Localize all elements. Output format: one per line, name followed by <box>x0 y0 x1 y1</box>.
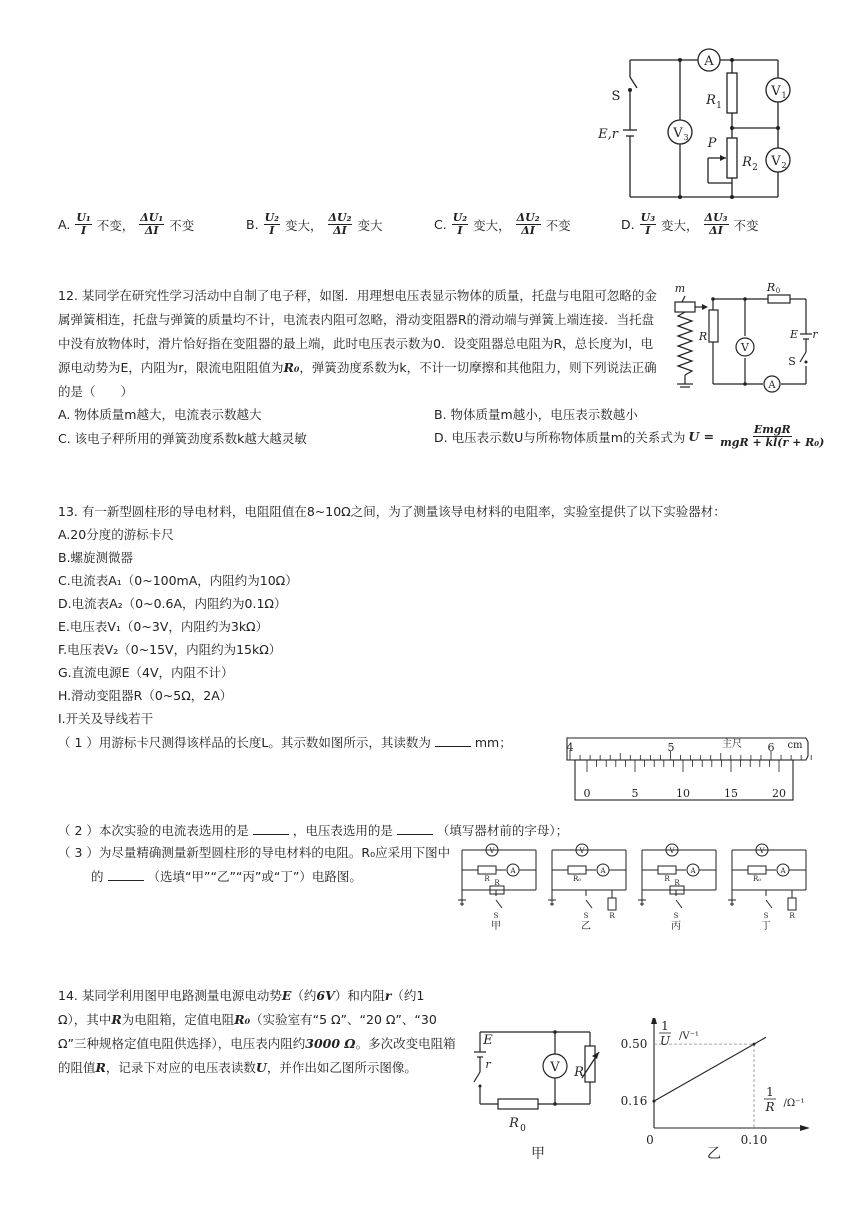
chart-x-tick-010: 0.10 <box>740 1133 768 1147</box>
q14-circuit-jia <box>468 1020 618 1170</box>
q12-fig-S: S <box>788 355 796 368</box>
q14-fig-R: R <box>574 1065 584 1080</box>
q11-fig-R2-sub: 2 <box>752 163 758 173</box>
chart-x-unit: /Ω⁻¹ <box>783 1098 805 1109</box>
chart-x-tick-0: 0 <box>646 1133 654 1147</box>
chart-y-unit: /V⁻¹ <box>679 1031 699 1042</box>
q13-sub1: （ 1 ）用游标卡尺测得该样品的长度L。其示数如图所示，其读数为 mm； <box>58 735 512 750</box>
caliper-main-4: 4 <box>566 741 574 754</box>
circuit-rx-label: R <box>664 875 670 883</box>
caliper-unit: cm <box>787 740 803 751</box>
q12-fig-A: A <box>768 380 776 391</box>
q13-item-c: C.电流表A₁（0~100mA，内阻约为10Ω） <box>58 573 298 588</box>
caliper-vernier-0: 0 <box>583 787 591 800</box>
q11-fig-A: A <box>704 54 714 69</box>
caliper-vernier-15: 15 <box>724 787 738 800</box>
q11-option-a-ratio: $\frac{\text{U₁}}{I}$ <box>76 211 91 237</box>
q12-option-c[interactable]: C. 该电子秤所用的弹簧劲度系数k越大越灵敏 <box>58 431 307 446</box>
q13-item-b: B.螺旋测微器 <box>58 550 134 565</box>
chart-caption-yi: 乙 <box>707 1146 721 1162</box>
q12-option-d-formula: $\frac{\text{EmgR}}{\text{mgR + kl(r + R₀)}}$ <box>720 423 825 449</box>
q11-fig-V3-sub: 3 <box>683 133 689 142</box>
q11-fig-P: P <box>707 136 717 151</box>
q12-fig-R: R <box>698 330 708 343</box>
caliper-main-6: 6 <box>767 741 775 754</box>
q12-fig-R0: R <box>766 281 776 294</box>
q12-option-b[interactable]: B. 物体质量m越小，电压表示数越小 <box>434 407 638 422</box>
chart-point-end <box>753 1043 756 1046</box>
q13-intro: 13. 有一新型圆柱形的导电材料，电阻阻值在8~10Ω之间，为了测量该导电材料的电阻率，实验室提供了以下实验器材： <box>58 504 726 519</box>
circuit-switch-label: S <box>583 912 589 920</box>
caliper-main-5: 5 <box>667 741 675 754</box>
q11-fig-Er: E,r <box>598 127 618 142</box>
circuit-label-bing: 丙 <box>671 921 681 932</box>
q12-option-a[interactable]: A. 物体质量m越大，电流表示数越大 <box>58 407 262 422</box>
q12-stem-r0: R₀ <box>283 360 300 375</box>
q11-option-d-delta: $\frac{\text{ΔU₃}}{\Delta I}$ <box>704 211 728 237</box>
q11-option-c-ratio: $\frac{\text{U₂}}{I}$ <box>452 211 468 237</box>
q14-fig-E: E <box>483 1033 493 1048</box>
circuit-rx-label: R₀ <box>572 875 582 883</box>
circuit-rheostat-label: R <box>789 912 795 920</box>
q13-circuit-options <box>452 840 810 932</box>
circuit-switch-label: S <box>673 912 679 920</box>
q11-option-a[interactable]: A. $\frac{\text{U₁}}{I}$ 不变， $\frac{\text{ΔU₁}}{\Delta I}$ 不变 <box>58 211 195 237</box>
q11-option-d-ratio: $\frac{\text{U₃}}{I}$ <box>640 211 656 237</box>
q14-fig-R0-sub: 0 <box>520 1124 526 1134</box>
q12-fig-E: E <box>789 328 799 341</box>
q13-sub2-ammeter-blank[interactable] <box>253 822 289 835</box>
q13-item-i: I.开关及导线若干 <box>58 711 154 726</box>
circuit-ammeter-label: A <box>510 867 516 875</box>
q12-scale-circuit-figure <box>668 280 818 400</box>
q12-fig-r: r <box>812 328 818 341</box>
q11-fig-S: S <box>611 89 621 104</box>
circuit-rheostat-label: R <box>609 912 615 920</box>
q11-fig-R1: R <box>706 93 716 108</box>
circuit-ammeter-label: A <box>600 867 606 875</box>
circuit-voltmeter-label: V <box>489 847 495 855</box>
chart-point-intercept <box>653 1100 656 1103</box>
circuit-voltmeter-label: V <box>669 847 675 855</box>
q11-fig-V1: V <box>771 84 781 99</box>
circuit-rheostat-label: R <box>674 879 680 887</box>
q13-item-h: H.滑动变阻器R（0~5Ω，2A） <box>58 688 233 703</box>
q14-stem: 14. 某同学利用图甲电路测量电源电动势E（约6V）和内阻r（约1 Ω），其中R为电阻箱，定值电阻R₀（实验室有“5 Ω”、“20 Ω”、“30 Ω”三种规格定值电阻供选择），电压表内阻约3000 Ω。多次改变电阻箱的阻值R，记录下对应的电压表读数U，并作出如乙图所示图像。 <box>58 988 456 1075</box>
q14-fig-r: r <box>485 1058 491 1071</box>
q13-sub3-answer-blank[interactable] <box>108 868 144 881</box>
q11-option-b[interactable]: B. $\frac{\text{U₂}}{I}$ 变大， $\frac{\text{ΔU₂}}{\Delta I}$ 变大 <box>246 211 383 237</box>
circuit-voltmeter-label: V <box>579 847 585 855</box>
q11-option-d[interactable]: D. $\frac{\text{U₃}}{I}$ 变大， $\frac{\text{ΔU₃}}{\Delta I}$ 不变 <box>621 211 759 237</box>
q11-fig-V2: V <box>771 154 781 169</box>
q13-sub2-voltmeter-blank[interactable] <box>397 822 433 835</box>
caliper-brand: 主尺 <box>722 739 742 750</box>
q14-chart-yi <box>618 1018 818 1170</box>
q13-item-f: F.电压表V₂（0~15V，内阻约为15kΩ） <box>58 642 282 657</box>
chart-y-tick-050: 0.50 <box>620 1037 648 1052</box>
q12-fig-m: m <box>674 282 686 295</box>
q14-fig-caption-jia: 甲 <box>531 1146 545 1162</box>
caliper-vernier-10: 10 <box>676 787 690 800</box>
q13-sub2: （ 2 ）本次实验的电流表选用的是 ，电压表选用的是 （填写器材前的字母）； <box>58 823 569 838</box>
q11-option-b-delta: $\frac{\text{ΔU₂}}{\Delta I}$ <box>328 211 352 237</box>
chart-x-label-den: R <box>765 1100 775 1114</box>
q12-stem: 12. 某同学在研究性学习活动中自制了电子秤，如图．用理想电压表显示物体的质量，托盘与电阻可忽略的金属弹簧相连，托盘与弹簧的质量均不计，电流表内阻可忽略，滑动变阻器R的滑动端与弹簧上端连接．当托盘中没有放物体时，滑片恰好指在变阻器的最上端，此时电压表示数为0．设变阻器总电阻为R，总长度为l，电源电动势为E，内阻为r，限流电阻阻值为R₀，弹簧劲度系数为k，不计一切摩擦和其他阻力，则下列说法正确的是（ ） <box>58 288 657 399</box>
q11-fig-R1-sub: 1 <box>716 101 722 111</box>
chart-series-line <box>654 1037 766 1101</box>
q11-option-b-ratio: $\frac{\text{U₂}}{I}$ <box>264 211 279 237</box>
chart-y-label-den: U <box>659 1034 671 1048</box>
q13-item-d: D.电流表A₂（0~0.6A，内阻约为0.1Ω） <box>58 596 287 611</box>
q14-fig-V: V <box>550 1060 560 1075</box>
caliper-vernier-5: 5 <box>631 787 639 800</box>
q12-option-d[interactable]: D. 电压表示数U与所称物体质量m的关系式为 U = $\frac{\text{EmgR}}{\text{mgR + kl(r + R₀)}}$ <box>434 423 825 449</box>
q13-sub3-line2: 的 （选填“甲”“乙”“丙”或“丁”）电路图。 <box>91 869 362 884</box>
q11-fig-V2-sub: 2 <box>781 161 787 170</box>
circuit-rheostat-label: R <box>494 879 500 887</box>
q13-sub3-line1: （ 3 ）为尽量精确测量新型圆柱形的导电材料的电阻。R₀应采用下图中 <box>58 845 451 860</box>
circuit-ammeter-label: A <box>780 867 786 875</box>
circuit-label-jia: 甲 <box>491 921 501 932</box>
q13-vernier-caliper <box>562 734 812 806</box>
circuit-rx-label: R₀ <box>752 875 762 883</box>
q13-sub1-answer-blank[interactable] <box>435 734 471 747</box>
q14-fig-R0: R <box>509 1116 519 1131</box>
q12-fig-R0-sub: 0 <box>775 287 781 295</box>
chart-x-label-num: 1 <box>766 1085 774 1099</box>
q11-option-c[interactable]: C. $\frac{\text{U₂}}{I}$ 变大， $\frac{\text{ΔU₂}}{\Delta I}$ 不变 <box>434 211 571 237</box>
chart-y-tick-016: 0.16 <box>620 1094 648 1109</box>
caliper-vernier-20: 20 <box>772 787 786 800</box>
circuit-label-ding: 丁 <box>761 921 771 932</box>
q11-fig-V1-sub: 1 <box>781 91 787 100</box>
circuit-switch-label: S <box>763 912 769 920</box>
q11-fig-V3: V <box>673 126 683 141</box>
circuit-rx-label: R <box>484 875 490 883</box>
q11-fig-R2: R <box>742 155 752 170</box>
q13-item-e: E.电压表V₁（0~3V，内阻约为3kΩ） <box>58 619 269 634</box>
circuit-ammeter-label: A <box>690 867 696 875</box>
chart-y-label-num: 1 <box>661 1019 669 1033</box>
q12-fig-V: V <box>741 341 749 354</box>
q13-item-a: A.20分度的游标卡尺 <box>58 527 174 542</box>
q11-circuit-figure <box>590 40 830 210</box>
circuit-switch-label: S <box>493 912 499 920</box>
q11-option-a-delta: $\frac{\text{ΔU₁}}{\Delta I}$ <box>140 211 164 237</box>
circuit-label-yi: 乙 <box>581 921 591 932</box>
q13-item-g: G.直流电源E（4V，内阻不计） <box>58 665 234 680</box>
q11-option-c-delta: $\frac{\text{ΔU₂}}{\Delta I}$ <box>516 211 540 237</box>
circuit-voltmeter-label: V <box>759 847 765 855</box>
